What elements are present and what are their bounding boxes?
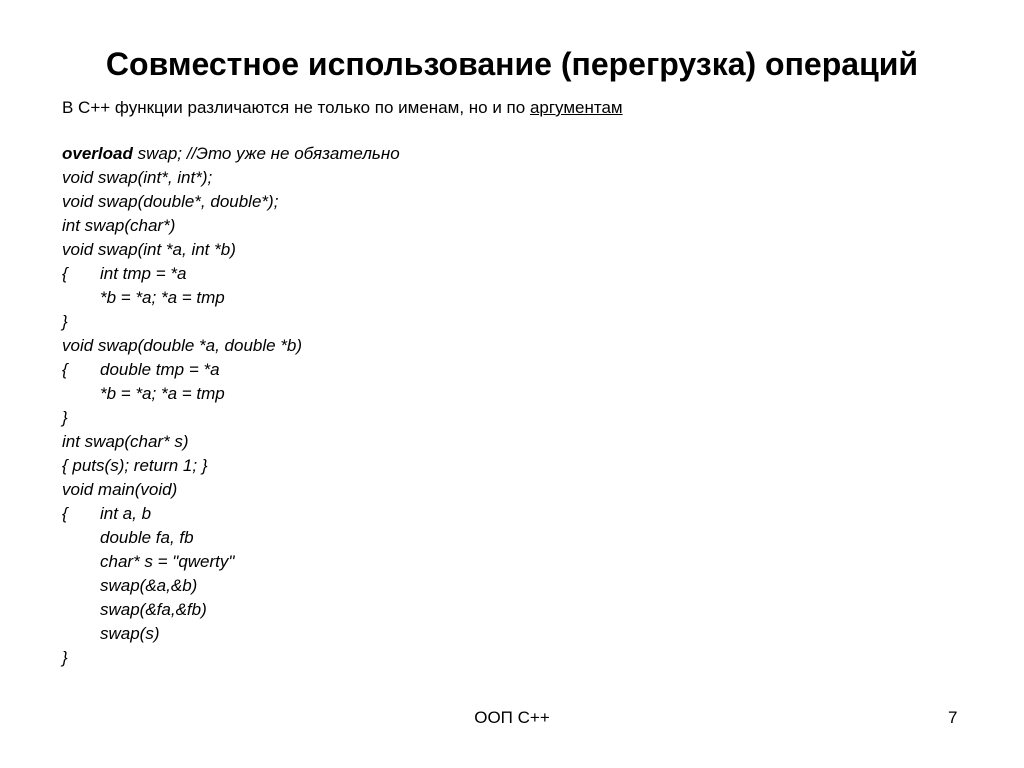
code-brace: { <box>62 264 68 283</box>
code-line: swap(s) <box>100 624 160 643</box>
code-line: void swap(int *a, int *b) <box>62 240 236 259</box>
intro-prefix: В С++ функции различаются не только по именам, но и по <box>62 98 530 117</box>
footer-title: ООП С++ <box>474 708 550 727</box>
code-block <box>62 142 400 670</box>
code-text: swap; //Это уже не обязательно <box>132 144 400 163</box>
code-text: int a, b <box>100 504 152 523</box>
code-line <box>62 358 400 382</box>
code-brace: { <box>62 504 68 523</box>
code-text: int tmp = *a <box>100 264 187 283</box>
code-line: swap(&fa,&fb) <box>100 600 207 619</box>
code-line: } <box>62 648 68 667</box>
code-line <box>62 142 400 166</box>
code-line: { puts(s); return 1; } <box>62 456 208 475</box>
code-line: } <box>62 408 68 427</box>
code-line: } <box>62 312 68 331</box>
code-keyword: overload <box>62 144 133 163</box>
code-line: int swap(char* s) <box>62 432 189 451</box>
code-text: double tmp = *a <box>100 360 220 379</box>
code-line: double fa, fb <box>100 528 194 547</box>
intro-text <box>62 96 623 120</box>
code-line: void swap(double*, double*); <box>62 192 279 211</box>
page-number: 7 <box>948 708 958 727</box>
code-line: swap(&a,&b) <box>100 576 198 595</box>
code-line: *b = *a; *a = tmp <box>100 288 225 307</box>
code-line <box>62 262 400 286</box>
code-line: int swap(char*) <box>62 216 176 235</box>
code-line <box>62 502 400 526</box>
code-line: void main(void) <box>62 480 178 499</box>
code-brace: { <box>62 360 68 379</box>
slide-title: Совместное использование (перегрузка) операций <box>105 46 919 82</box>
code-line: *b = *a; *a = tmp <box>100 384 225 403</box>
code-line: void swap(int*, int*); <box>62 168 213 187</box>
code-line: char* s = "qwerty" <box>100 552 235 571</box>
code-line: void swap(double *a, double *b) <box>62 336 303 355</box>
intro-link-arguments[interactable]: аргументам <box>529 98 623 117</box>
